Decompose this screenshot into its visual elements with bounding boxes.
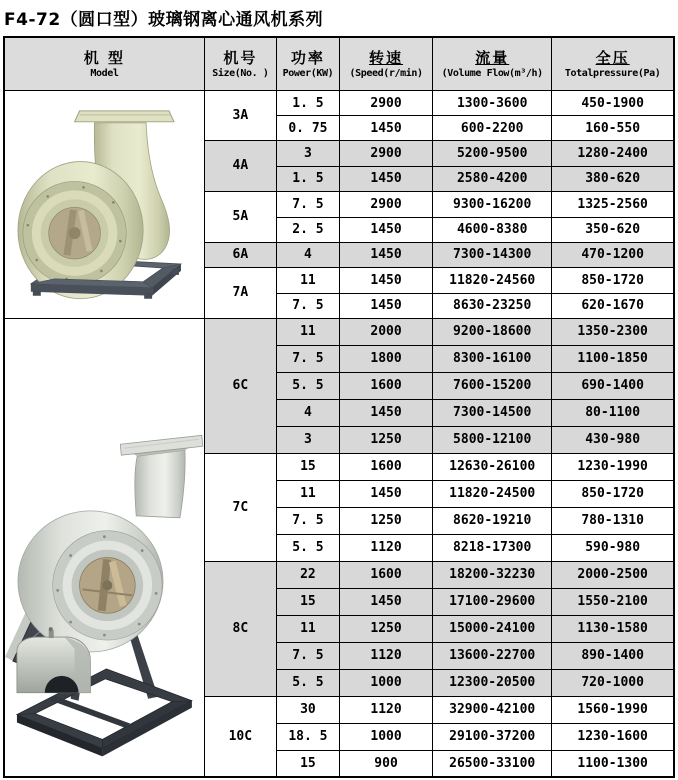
flow-cell: 17100-29600 xyxy=(433,588,552,615)
flow-cell: 7600-15200 xyxy=(433,372,552,399)
speed-cell: 1600 xyxy=(339,453,432,480)
pressure-cell: 1560-1990 xyxy=(552,696,674,723)
flow-cell: 8630-23250 xyxy=(433,293,552,318)
table-body xyxy=(4,91,674,778)
flow-cell: 11820-24560 xyxy=(433,267,552,293)
flow-cell: 5200-9500 xyxy=(433,141,552,167)
pressure-cell: 1550-2100 xyxy=(552,588,674,615)
speed-cell: 1800 xyxy=(339,345,432,372)
size-cell: 6C xyxy=(204,318,276,453)
size-cell: 7C xyxy=(204,453,276,561)
page-title: F4-72（圆口型）玻璃钢离心通风机系列 xyxy=(4,10,324,30)
power-cell: 11 xyxy=(276,480,339,507)
flow-cell: 32900-42100 xyxy=(433,696,552,723)
col-header-speed-zh: 转速 xyxy=(369,48,404,67)
model-photo-cell xyxy=(4,318,204,777)
speed-cell: 1600 xyxy=(339,561,432,588)
col-header-flow-zh: 流量 xyxy=(475,48,510,67)
pressure-cell: 160-550 xyxy=(552,116,674,141)
col-header-flow-en: (Volume Flow(m³/h) xyxy=(441,68,543,80)
flow-cell: 8218-17300 xyxy=(433,534,552,561)
flow-cell: 11820-24500 xyxy=(433,480,552,507)
power-cell: 7. 5 xyxy=(276,507,339,534)
pressure-cell: 2000-2500 xyxy=(552,561,674,588)
col-header-size xyxy=(204,37,276,91)
speed-cell: 1450 xyxy=(339,267,432,293)
power-cell: 3 xyxy=(276,141,339,167)
header-row xyxy=(4,37,674,91)
speed-cell: 1250 xyxy=(339,507,432,534)
flow-cell: 12630-26100 xyxy=(433,453,552,480)
speed-cell: 1120 xyxy=(339,696,432,723)
power-cell: 15 xyxy=(276,750,339,777)
pressure-cell: 1350-2300 xyxy=(552,318,674,345)
flow-cell: 4600-8380 xyxy=(433,217,552,242)
spec-row xyxy=(4,91,674,116)
flow-cell: 13600-22700 xyxy=(433,642,552,669)
power-cell: 7. 5 xyxy=(276,345,339,372)
flow-cell: 29100-37200 xyxy=(433,723,552,750)
size-cell: 6A xyxy=(204,242,276,267)
flow-cell: 600-2200 xyxy=(433,116,552,141)
pressure-cell: 1230-1990 xyxy=(552,453,674,480)
fan-spec-table xyxy=(3,36,675,778)
power-cell: 5. 5 xyxy=(276,372,339,399)
pressure-cell: 620-1670 xyxy=(552,293,674,318)
pressure-cell: 1325-2560 xyxy=(552,191,674,217)
col-header-power-en: Power(KW) xyxy=(282,68,334,80)
flow-cell: 15000-24100 xyxy=(433,615,552,642)
speed-cell: 1450 xyxy=(339,293,432,318)
size-cell: 10C xyxy=(204,696,276,777)
size-cell: 8C xyxy=(204,561,276,696)
pressure-cell: 850-1720 xyxy=(552,267,674,293)
pressure-cell: 350-620 xyxy=(552,217,674,242)
model-photo-cell xyxy=(4,91,204,319)
power-cell: 15 xyxy=(276,453,339,480)
col-header-size-zh: 机号 xyxy=(223,48,258,67)
col-header-flow xyxy=(433,37,552,91)
speed-cell: 2000 xyxy=(339,318,432,345)
pressure-cell: 850-1720 xyxy=(552,480,674,507)
flow-cell: 8620-19210 xyxy=(433,507,552,534)
col-header-model xyxy=(4,37,204,91)
col-header-pressure xyxy=(552,37,674,91)
pressure-cell: 1130-1580 xyxy=(552,615,674,642)
flow-cell: 7300-14300 xyxy=(433,242,552,267)
size-cell: 4A xyxy=(204,141,276,192)
flow-cell: 7300-14500 xyxy=(433,399,552,426)
speed-cell: 1000 xyxy=(339,723,432,750)
power-cell: 2. 5 xyxy=(276,217,339,242)
fan-photo-direct-drive xyxy=(5,91,204,318)
flow-cell: 5800-12100 xyxy=(433,426,552,453)
pressure-cell: 780-1310 xyxy=(552,507,674,534)
flow-cell: 8300-16100 xyxy=(433,345,552,372)
speed-cell: 1600 xyxy=(339,372,432,399)
flow-cell: 18200-32230 xyxy=(433,561,552,588)
pressure-cell: 1100-1850 xyxy=(552,345,674,372)
flow-cell: 9200-18600 xyxy=(433,318,552,345)
col-header-pressure-en: Totalpressure(Pa) xyxy=(564,68,661,80)
size-cell: 5A xyxy=(204,191,276,242)
power-cell: 30 xyxy=(276,696,339,723)
speed-cell: 2900 xyxy=(339,141,432,167)
power-cell: 0. 75 xyxy=(276,116,339,141)
pressure-cell: 380-620 xyxy=(552,166,674,191)
col-header-size-en: Size(No. ) xyxy=(212,68,269,80)
speed-cell: 1450 xyxy=(339,116,432,141)
speed-cell: 1250 xyxy=(339,615,432,642)
power-cell: 7. 5 xyxy=(276,293,339,318)
speed-cell: 1450 xyxy=(339,588,432,615)
size-cell: 3A xyxy=(204,91,276,141)
power-cell: 5. 5 xyxy=(276,534,339,561)
power-cell: 11 xyxy=(276,267,339,293)
power-cell: 5. 5 xyxy=(276,669,339,696)
power-cell: 1. 5 xyxy=(276,166,339,191)
speed-cell: 2900 xyxy=(339,91,432,116)
col-header-model-en: Model xyxy=(90,68,119,80)
power-cell: 7. 5 xyxy=(276,191,339,217)
speed-cell: 900 xyxy=(339,750,432,777)
pressure-cell: 1280-2400 xyxy=(552,141,674,167)
flow-cell: 1300-3600 xyxy=(433,91,552,116)
spec-row xyxy=(4,318,674,345)
speed-cell: 1450 xyxy=(339,217,432,242)
pressure-cell: 720-1000 xyxy=(552,669,674,696)
col-header-model-zh: 机 型 xyxy=(83,48,126,67)
speed-cell: 1120 xyxy=(339,534,432,561)
col-header-speed-en: (Speed(r/min) xyxy=(349,68,423,80)
power-cell: 7. 5 xyxy=(276,642,339,669)
speed-cell: 1120 xyxy=(339,642,432,669)
flow-cell: 2580-4200 xyxy=(433,166,552,191)
speed-cell: 1000 xyxy=(339,669,432,696)
flow-cell: 9300-16200 xyxy=(433,191,552,217)
size-cell: 7A xyxy=(204,267,276,318)
col-header-power xyxy=(276,37,339,91)
speed-cell: 1450 xyxy=(339,480,432,507)
power-cell: 11 xyxy=(276,318,339,345)
col-header-speed xyxy=(339,37,432,91)
flow-cell: 26500-33100 xyxy=(433,750,552,777)
flow-cell: 12300-20500 xyxy=(433,669,552,696)
speed-cell: 1250 xyxy=(339,426,432,453)
pressure-cell: 470-1200 xyxy=(552,242,674,267)
power-cell: 22 xyxy=(276,561,339,588)
power-cell: 3 xyxy=(276,426,339,453)
pressure-cell: 690-1400 xyxy=(552,372,674,399)
speed-cell: 2900 xyxy=(339,191,432,217)
table-header xyxy=(4,37,674,91)
power-cell: 18. 5 xyxy=(276,723,339,750)
pressure-cell: 1230-1600 xyxy=(552,723,674,750)
power-cell: 4 xyxy=(276,399,339,426)
speed-cell: 1450 xyxy=(339,242,432,267)
pressure-cell: 1100-1300 xyxy=(552,750,674,777)
fan-photo-belt-drive xyxy=(5,321,204,773)
speed-cell: 1450 xyxy=(339,399,432,426)
pressure-cell: 80-1100 xyxy=(552,399,674,426)
pressure-cell: 890-1400 xyxy=(552,642,674,669)
pressure-cell: 430-980 xyxy=(552,426,674,453)
pressure-cell: 590-980 xyxy=(552,534,674,561)
col-header-pressure-zh: 全压 xyxy=(595,48,630,67)
col-header-power-zh: 功率 xyxy=(290,48,325,67)
speed-cell: 1450 xyxy=(339,166,432,191)
power-cell: 4 xyxy=(276,242,339,267)
power-cell: 1. 5 xyxy=(276,91,339,116)
power-cell: 11 xyxy=(276,615,339,642)
pressure-cell: 450-1900 xyxy=(552,91,674,116)
power-cell: 15 xyxy=(276,588,339,615)
